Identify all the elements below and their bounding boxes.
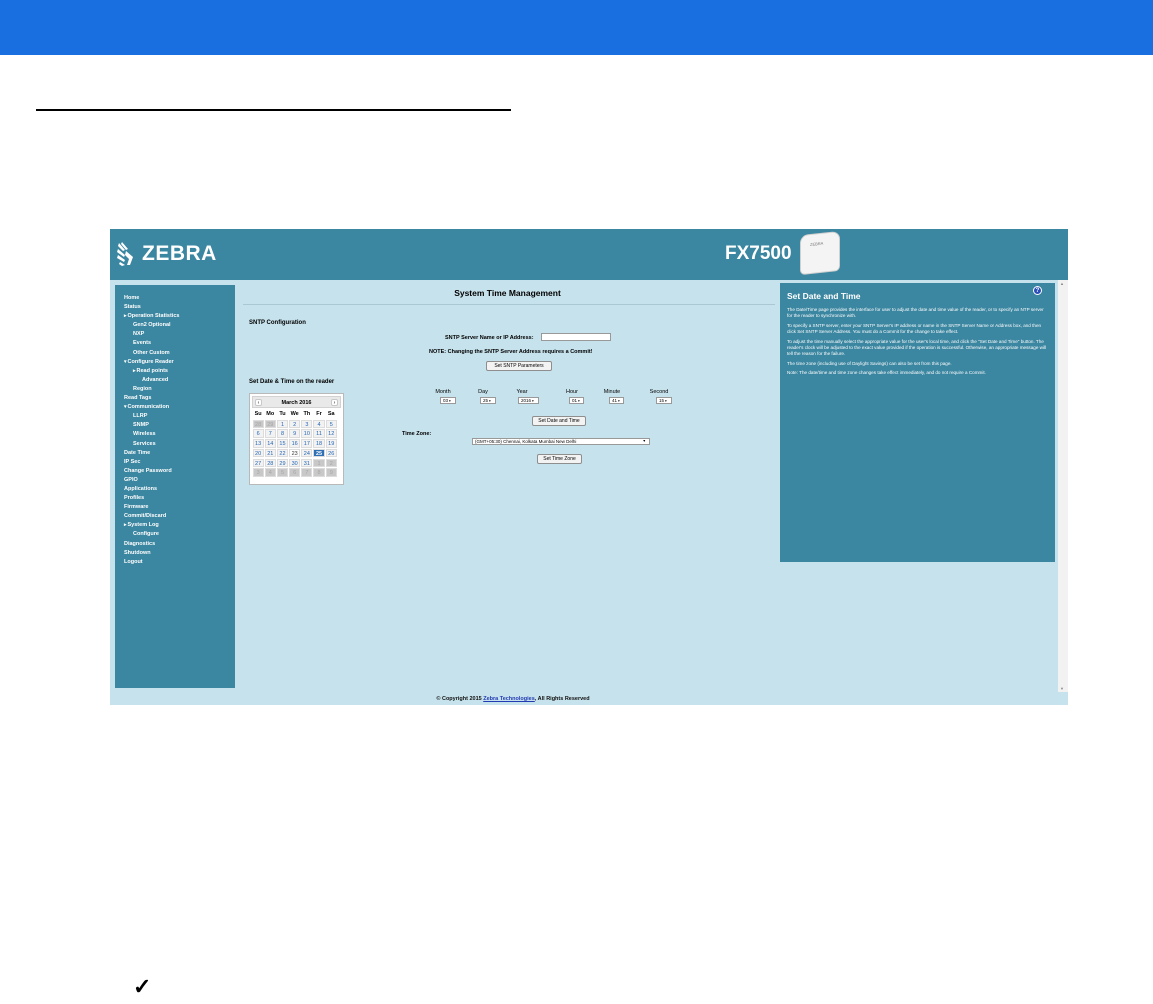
calendar-day[interactable]: 21 (265, 449, 276, 458)
device-image (800, 231, 840, 275)
sidebar-item-ip-sec[interactable] (124, 458, 235, 467)
weekday-header: Th (303, 411, 311, 417)
sidebar-item-label: Configure Reader (127, 358, 174, 365)
day-select[interactable] (480, 397, 496, 404)
chevron-down-icon: ▼ (642, 439, 646, 443)
month-label: Month (435, 389, 451, 395)
calendar-day[interactable]: 16 (289, 439, 300, 448)
weekday-header: Tu (279, 411, 286, 417)
sidebar-item-gen2-optional[interactable] (124, 321, 235, 330)
sidebar-item-commit-discard[interactable] (124, 512, 235, 521)
page-title: System Time Management (454, 288, 561, 298)
sidebar-item-events[interactable] (124, 339, 235, 348)
sidebar-nav (115, 285, 235, 688)
calendar-day[interactable]: 4 (265, 468, 276, 477)
sidebar-item-label: Status (124, 304, 141, 311)
sidebar-item-gpio[interactable] (124, 476, 235, 485)
weekday-header: Sa (327, 411, 335, 417)
sidebar-item-applications[interactable] (124, 485, 235, 494)
footer-zebra-link[interactable]: Zebra Technologies (483, 696, 535, 702)
chevron-down-icon: ▾ (448, 399, 451, 403)
weekday-header: Mo (266, 411, 275, 417)
set-date-time-button[interactable]: Set Date and Time (532, 416, 586, 426)
sidebar-item-llrp[interactable] (124, 412, 235, 421)
calendar-day[interactable]: 14 (265, 439, 276, 448)
calendar-day[interactable]: 13 (253, 439, 264, 448)
calendar-day[interactable]: 28 (265, 459, 276, 468)
main-content (240, 285, 775, 688)
year-select[interactable] (518, 397, 539, 404)
calendar-day[interactable]: 7 (265, 429, 276, 438)
minute-value: 41 (612, 398, 618, 403)
hour-value: 01 (572, 398, 578, 403)
question-icon[interactable]: ? (1033, 286, 1042, 295)
help-paragraph: To specify a SNTP server, enter your SNTP Server's IP address or name in the SNTP Server Name or Address box, and then click Set SNTP Server Address. You must do a Commit for the change to take effect. (787, 322, 1042, 335)
sidebar-item-label: Change Password (124, 467, 172, 474)
sidebar-item-label: Commit/Discard (124, 513, 167, 520)
sidebar-item-home[interactable] (124, 294, 235, 303)
calendar-day-selected[interactable]: 25 (313, 449, 324, 458)
calendar-day[interactable]: 26 (326, 449, 337, 458)
sidebar-item-label: GPIO (124, 476, 138, 483)
calendar-day[interactable]: 2 (289, 420, 300, 429)
calendar-day[interactable]: 18 (313, 439, 324, 448)
sidebar-item-services[interactable] (124, 440, 235, 449)
calendar-next-button[interactable]: › (331, 399, 338, 406)
help-panel (780, 283, 1055, 562)
scroll-up-icon[interactable]: ▲ (1060, 281, 1064, 286)
hour-select[interactable] (569, 397, 584, 404)
calendar-day[interactable]: 29 (265, 420, 276, 429)
sidebar-item-region[interactable] (124, 385, 235, 394)
caret-down-icon: ▾ (124, 358, 127, 365)
device-label: ZEBRA (810, 240, 824, 248)
caret-down-icon: ▾ (124, 404, 127, 411)
help-paragraph: The time zone (including use of Daylight Savings) can also be set from this page. (787, 360, 952, 366)
sidebar-item-communication[interactable] (124, 403, 235, 412)
sidebar-item-wireless[interactable] (124, 430, 235, 439)
calendar-day[interactable]: 4 (313, 420, 324, 429)
sidebar-item-change-password[interactable] (124, 467, 235, 476)
sntp-note: NOTE: Changing the SNTP Server Address requires a Commit! (429, 349, 593, 355)
calendar-day[interactable]: 22 (277, 449, 288, 458)
help-paragraph: Note: The date/time and time zone changes take effect immediately, and do not require a Commit. (787, 370, 986, 376)
calendar-day[interactable]: 9 (289, 429, 300, 438)
sidebar-item-label: Date Time (124, 449, 151, 456)
sidebar-item-configure-reader[interactable] (124, 358, 235, 367)
scroll-down-icon[interactable]: ▼ (1060, 686, 1064, 691)
year-label: Year (516, 389, 528, 395)
day-label: Day (478, 389, 488, 395)
timezone-label: Time Zone: (402, 431, 432, 437)
calendar-day[interactable]: 7 (301, 468, 312, 477)
calendar-day[interactable]: 23 (289, 449, 300, 458)
sntp-heading: SNTP Configuration (249, 320, 306, 326)
calendar-day[interactable]: 5 (277, 468, 288, 477)
sidebar-item-label: Read points (136, 367, 168, 374)
calendar-day[interactable]: 29 (277, 459, 288, 468)
zebra-head-icon (116, 241, 136, 267)
calendar-day[interactable]: 15 (277, 439, 288, 448)
timezone-value: (GMT+05:30) Chennai, Kolkata Mumbai New Delhi (475, 439, 577, 444)
calendar-day[interactable]: 3 (253, 468, 264, 477)
reader-web-ui-screenshot (110, 229, 1068, 705)
sidebar-item-logout[interactable] (124, 558, 235, 567)
logo-text: ZEBRA (142, 242, 217, 265)
second-select[interactable] (656, 397, 672, 404)
heading-rule (36, 109, 511, 111)
sidebar-item-label: Applications (124, 485, 158, 492)
help-paragraph: The Date/Time page provides the interface for user to adjust the date and time value of the reader, or to specify an NTP server for the reader to synchronize with. (787, 307, 1044, 319)
top-band (0, 0, 1153, 55)
timezone-select[interactable] (472, 438, 650, 445)
calendar-day[interactable]: 20 (253, 449, 264, 458)
weekday-header: Su (254, 411, 262, 417)
footer-rights: , All Rights Reserved (534, 696, 590, 702)
calendar-day[interactable]: 3 (301, 420, 312, 429)
calendar-day[interactable]: 11 (313, 429, 324, 438)
calendar-header (252, 396, 341, 408)
sidebar-item-system-log[interactable] (124, 521, 235, 530)
sidebar-item-label: Shutdown (124, 549, 151, 556)
calendar-day[interactable]: 2 (326, 459, 337, 468)
calendar-day[interactable]: 17 (301, 439, 312, 448)
second-value: 15 (659, 398, 665, 403)
sidebar-item-label: Wireless (133, 431, 156, 438)
sidebar-item-advanced[interactable] (124, 376, 235, 385)
help-title: Set Date and Time (787, 291, 861, 301)
sidebar-item-label: Events (133, 340, 152, 347)
sidebar-item-label: Advanced (142, 376, 169, 383)
sidebar-item-date-time[interactable] (124, 449, 235, 458)
caret-right-icon: ▸ (133, 367, 136, 374)
sidebar-item-shutdown[interactable] (124, 549, 235, 558)
sidebar-item-label: SNMP (133, 422, 149, 429)
sidebar-item-label: Home (124, 295, 140, 301)
calendar-day[interactable]: 10 (301, 429, 312, 438)
caret-right-icon: ▸ (124, 522, 127, 529)
sidebar-item-label: NXP (133, 331, 145, 338)
sidebar-item-read-tags[interactable] (124, 394, 235, 403)
chevron-down-icon: ▾ (488, 399, 491, 403)
month-select[interactable] (440, 397, 456, 404)
minute-label: Minute (603, 389, 621, 395)
vertical-scrollbar[interactable] (1058, 280, 1068, 692)
month-value: 03 (443, 398, 449, 403)
sidebar-item-operation-statistics[interactable] (124, 312, 235, 321)
sidebar-item-diagnostics[interactable] (124, 540, 235, 549)
help-paragraph: To adjust the time manually select the appropriate value for the user's local time, and click the "Set Date and Time" button. The reader's clock will be adjusted to the exact value provided if the operation is successful. Otherwise, an appropriate message will tell the reason for the failure. (787, 338, 1047, 357)
sidebar-item-label: Read Tags (124, 395, 152, 402)
calendar-day[interactable]: 30 (289, 459, 300, 468)
second-label: Second (649, 389, 669, 395)
sidebar-item-status[interactable] (124, 303, 235, 312)
day-value: 25 (483, 398, 489, 403)
sntp-label: SNTP Server Name or IP Address: (445, 335, 534, 341)
calendar-day[interactable]: 24 (301, 449, 312, 458)
sidebar-item-firmware[interactable] (124, 503, 235, 512)
caret-right-icon: ▸ (124, 313, 127, 320)
sidebar-item-label: Other Custom (133, 349, 170, 356)
sidebar-item-label: Configure (133, 531, 159, 538)
checkmark-icon: ✓ (133, 974, 152, 999)
sidebar-item-other-custom[interactable] (124, 349, 235, 358)
calendar-day[interactable]: 6 (253, 429, 264, 438)
sidebar-item-snmp[interactable] (124, 421, 235, 430)
sidebar-item-label: Logout (124, 558, 143, 565)
chevron-down-icon: ▾ (617, 399, 620, 403)
calendar-day[interactable]: 27 (253, 459, 264, 468)
calendar-days (252, 419, 341, 478)
chevron-down-icon: ▾ (531, 399, 534, 403)
calendar-day[interactable]: 1 (313, 459, 324, 468)
calendar-day[interactable]: 6 (289, 468, 300, 477)
sidebar-item-label: Profiles (124, 495, 145, 502)
sidebar-item-label: System Log (127, 522, 159, 529)
sidebar-item-nxp[interactable] (124, 330, 235, 339)
sidebar-item-label: Region (133, 385, 152, 392)
calendar-day[interactable]: 8 (313, 468, 324, 477)
sidebar-item-label: Operation Statistics (127, 313, 180, 320)
model-name: FX7500 (725, 243, 792, 264)
calendar-day[interactable]: 28 (253, 420, 264, 429)
calendar-prev-button[interactable]: ‹ (255, 399, 262, 406)
calendar-weekdays (252, 409, 341, 419)
footer (110, 696, 916, 702)
sidebar-item-label: IP Sec (124, 458, 141, 465)
app-header (110, 229, 1068, 280)
chevron-down-icon: ▾ (664, 399, 667, 403)
sidebar-item-label: LLRP (133, 413, 148, 420)
calendar-day[interactable]: 19 (326, 439, 337, 448)
sidebar-item-label: Firmware (124, 504, 149, 511)
set-sntp-button[interactable]: Set SNTP Parameters (486, 361, 552, 371)
weekday-header: Fr (316, 411, 322, 417)
sidebar-item-profiles[interactable] (124, 494, 235, 503)
datetime-heading: Set Date & Time on the reader (249, 379, 335, 385)
zebra-logo (116, 240, 217, 268)
chevron-down-icon: ▾ (577, 399, 580, 403)
set-time-zone-button[interactable]: Set Time Zone (537, 454, 582, 464)
calendar-month-label: March 2016 (281, 400, 312, 406)
sidebar-item-read-points[interactable] (124, 367, 235, 376)
sntp-server-input[interactable] (541, 333, 611, 341)
weekday-header: We (290, 411, 299, 417)
hour-label: Hour (566, 389, 578, 395)
footer-copyright: © Copyright 2015 (436, 696, 484, 702)
sidebar-item-label: Services (133, 440, 156, 447)
calendar-day[interactable]: 9 (326, 468, 337, 477)
sidebar-item-configure[interactable] (124, 530, 235, 539)
year-value: 2016 (521, 398, 532, 403)
date-picker-calendar (249, 393, 344, 485)
calendar-day[interactable]: 1 (277, 420, 288, 429)
calendar-day[interactable]: 8 (277, 429, 288, 438)
minute-select[interactable] (609, 397, 624, 404)
calendar-day[interactable]: 12 (326, 429, 337, 438)
sidebar-item-label: Diagnostics (124, 540, 156, 547)
calendar-day[interactable]: 5 (326, 420, 337, 429)
sidebar-item-label: Gen2 Optional (133, 322, 171, 329)
title-divider (243, 304, 775, 305)
calendar-day[interactable]: 31 (301, 459, 312, 468)
sidebar-item-label: Communication (127, 404, 170, 411)
